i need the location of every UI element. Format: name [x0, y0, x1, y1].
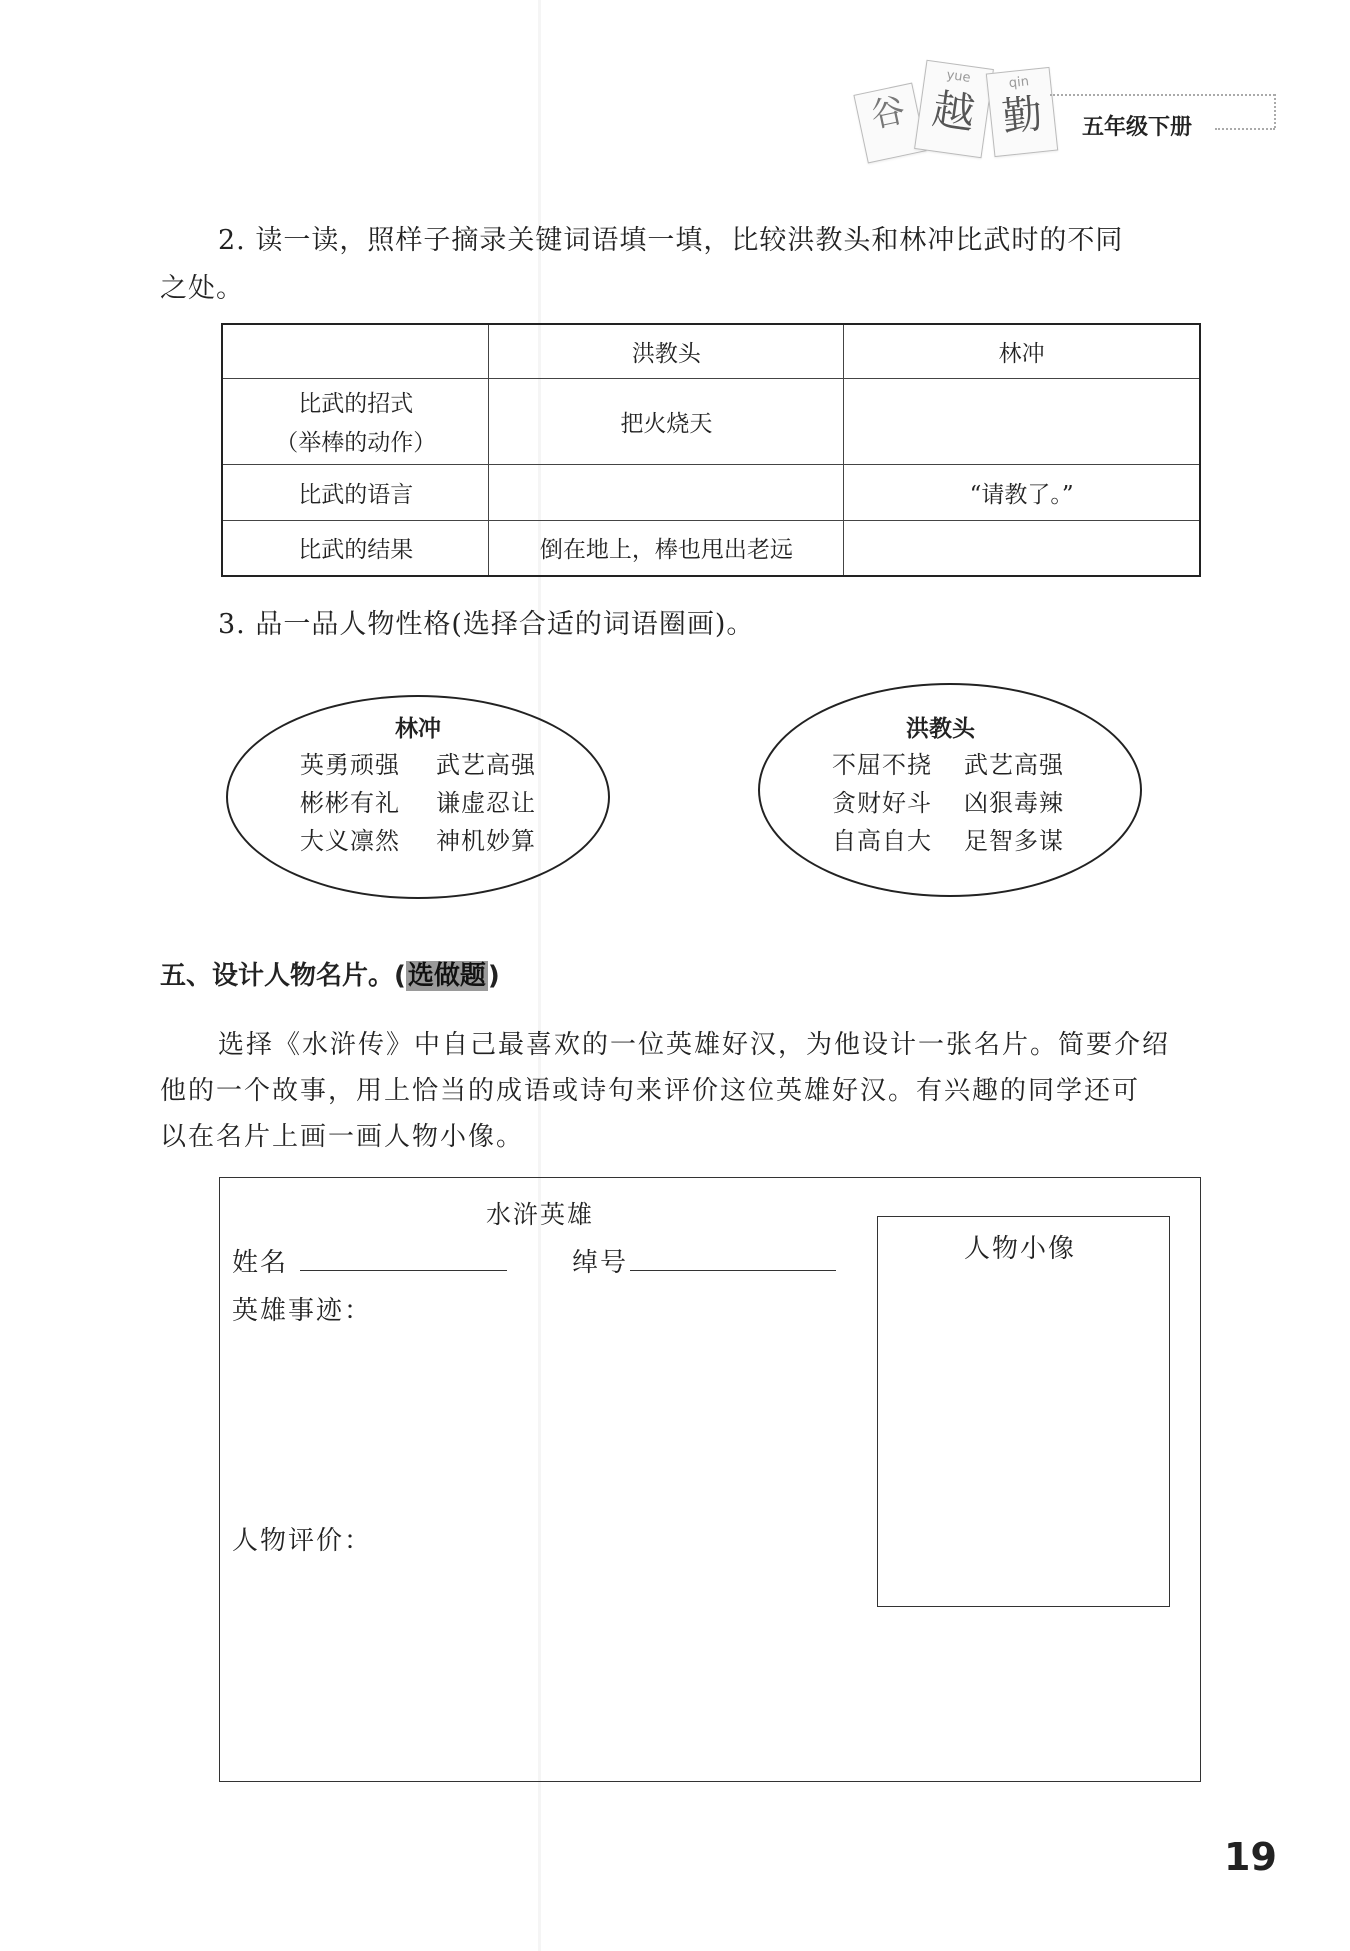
- comparison-table: [221, 323, 1201, 577]
- header-border: [1274, 94, 1276, 128]
- page-number: 19: [1224, 1835, 1277, 1879]
- section-5-paragraph-line: 他的一个故事，用上恰当的成语或诗句来评价这位英雄好汉。有兴趣的同学还可: [160, 1076, 1141, 1106]
- deeds-writing-area[interactable]: [232, 1330, 852, 1500]
- trait-word[interactable]: 彬彬有礼: [300, 789, 400, 817]
- lin-cell: “请教了。”: [844, 464, 1200, 520]
- table-header-cell: [222, 324, 489, 378]
- lin-answer-field[interactable]: [844, 378, 1200, 464]
- section-5-paragraph-line: 以在名片上画一画人物小像。: [160, 1122, 525, 1152]
- ellipse-title: 林冲: [395, 716, 441, 742]
- trait-word[interactable]: 不屈不挠: [832, 751, 932, 779]
- trait-word[interactable]: 武艺高强: [964, 751, 1064, 779]
- row-label: 比武的结果: [222, 520, 489, 576]
- nickname-input-line[interactable]: [630, 1270, 836, 1271]
- section-5-paragraph-line: 选择《水浒传》中自己最喜欢的一位英雄好汉，为他设计一张名片。简要介绍: [218, 1030, 1171, 1060]
- section-5-title: 五、设计人物名片。(选做题): [160, 961, 500, 991]
- evaluation-label: 人物评价：: [232, 1526, 373, 1556]
- hong-cell: 把火烧天: [489, 378, 844, 464]
- card-title: 水浒英雄: [486, 1200, 595, 1229]
- hong-answer-field[interactable]: [489, 464, 844, 520]
- nickname-label: 绰号: [572, 1248, 629, 1278]
- logo-tile: yue 越: [914, 60, 994, 159]
- logo-tile: qin 勤: [986, 67, 1058, 157]
- trait-word[interactable]: 凶狠毒辣: [964, 789, 1064, 817]
- optional-badge: 选做题: [407, 961, 486, 991]
- table-header-cell: 洪教头: [489, 324, 844, 378]
- trait-word[interactable]: 谦虚忍让: [436, 789, 536, 817]
- table-row: [222, 378, 1200, 464]
- deeds-label: 英雄事迹：: [232, 1296, 373, 1326]
- header-border: [1215, 128, 1275, 130]
- table-header-cell: 林冲: [844, 324, 1200, 378]
- hong-cell: 倒在地上，棒也甩出老远: [489, 520, 844, 576]
- question-3: 3. 品一品人物性格(选择合适的词语圈画)。: [218, 609, 755, 640]
- portrait-label: 人物小像: [964, 1234, 1077, 1264]
- trait-word[interactable]: 武艺高强: [436, 751, 536, 779]
- trait-word[interactable]: 英勇顽强: [300, 751, 400, 779]
- trait-word[interactable]: 神机妙算: [436, 827, 536, 855]
- question-2-line1: 2. 读一读，照样子摘录关键词语填一填，比较洪教头和林冲比武时的不同: [218, 225, 1124, 256]
- table-header-row: [222, 324, 1200, 378]
- question-2-line2: 之处。: [160, 273, 244, 304]
- header-border: [1050, 94, 1275, 96]
- portrait-box[interactable]: [877, 1216, 1170, 1607]
- trait-word[interactable]: 大义凛然: [300, 827, 400, 855]
- trait-word[interactable]: 自高自大: [832, 827, 932, 855]
- name-label: 姓名: [232, 1248, 289, 1278]
- lin-answer-field[interactable]: [844, 520, 1200, 576]
- row-label: 比武的招式 （举棒的动作）: [222, 378, 489, 464]
- row-label: 比武的语言: [222, 464, 489, 520]
- table-row: [222, 464, 1200, 520]
- grade-label: 五年级下册: [1082, 115, 1193, 140]
- table-row: [222, 520, 1200, 576]
- evaluation-writing-area[interactable]: [232, 1560, 852, 1760]
- ellipse-title: 洪教头: [906, 716, 975, 742]
- logo-tile: 谷: [853, 83, 926, 164]
- name-input-line[interactable]: [300, 1270, 507, 1271]
- trait-word[interactable]: 足智多谋: [964, 827, 1064, 855]
- trait-word[interactable]: 贪财好斗: [832, 789, 932, 817]
